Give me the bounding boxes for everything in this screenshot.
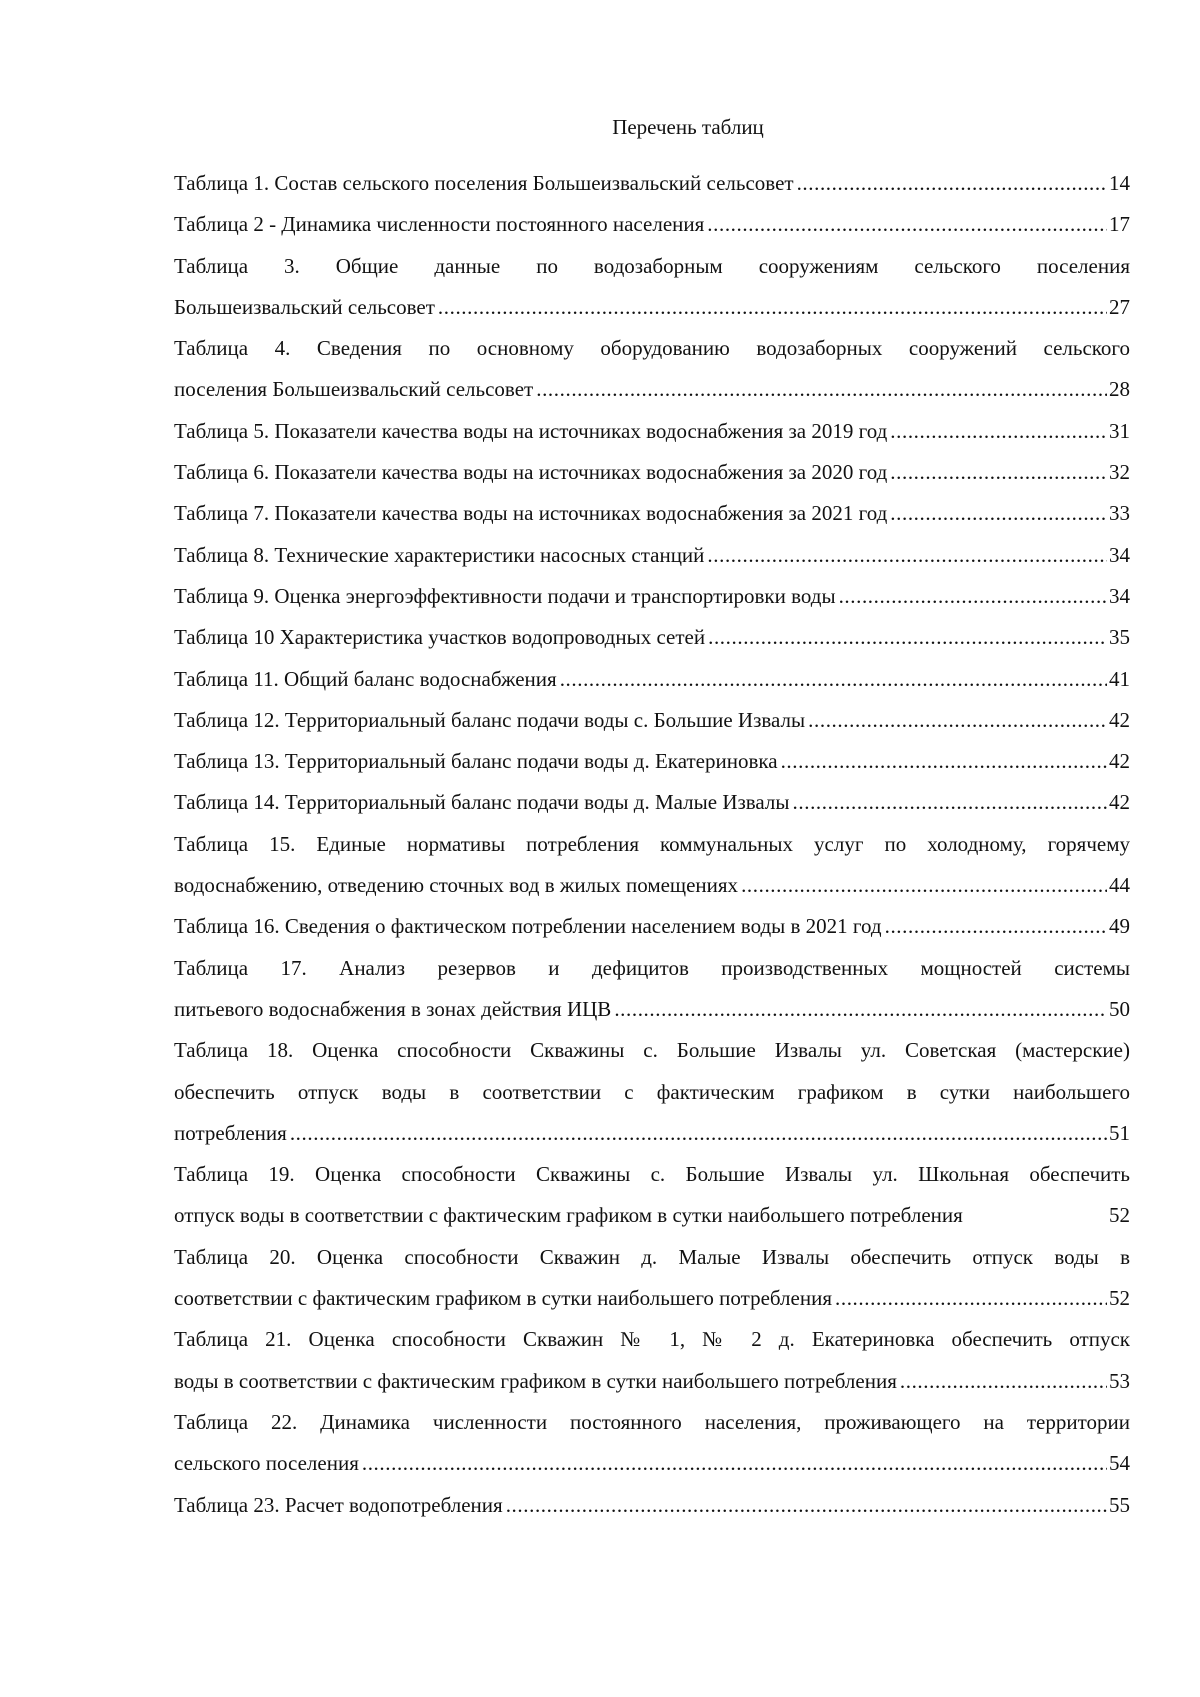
dot-leader	[708, 617, 1107, 658]
toc-entry[interactable]	[174, 659, 1130, 700]
dot-leader	[438, 287, 1107, 328]
toc-entry-line	[174, 989, 1130, 1030]
toc-entry-line: Таблица 18. Оценка способности Скважины с. Большие Извалы ул. Советская (мастерские)	[174, 1038, 1130, 1063]
toc-entry-text: Таблица 14. Территориальный баланс подачи воды д. Малые Извалы	[174, 790, 790, 815]
toc-entry-line	[174, 576, 1130, 617]
table-of-contents	[174, 163, 1130, 1526]
toc-entry[interactable]	[174, 824, 1130, 907]
toc-entry-line	[174, 535, 1130, 576]
toc-page-number: 32	[1109, 460, 1130, 485]
dot-leader	[741, 865, 1107, 906]
toc-entry[interactable]	[174, 452, 1130, 493]
dot-leader	[890, 452, 1107, 493]
toc-page-number: 28	[1109, 377, 1130, 402]
toc-page-number: 53	[1109, 1368, 1130, 1393]
toc-page-number: 49	[1109, 914, 1130, 939]
dot-leader	[707, 204, 1107, 245]
toc-entry-text: Таблица 16. Сведения о фактическом потреблении населением воды в 2021 год	[174, 914, 882, 939]
toc-entry[interactable]	[174, 1030, 1130, 1154]
toc-entry-text: воды в соответствии с фактическим графиком в сутки наибольшего потребления	[174, 1368, 897, 1393]
toc-page-number: 42	[1109, 790, 1130, 815]
toc-entry-line	[174, 1443, 1130, 1484]
dot-leader	[614, 989, 1107, 1030]
toc-entry[interactable]	[174, 1154, 1130, 1237]
toc-entry[interactable]	[174, 328, 1130, 411]
toc-entry-line: Таблица 3. Общие данные по водозаборным сооружениям сельского поселения	[174, 253, 1130, 278]
toc-page-number: 33	[1109, 501, 1130, 526]
toc-entry-line	[174, 1195, 1130, 1236]
toc-entry[interactable]	[174, 948, 1130, 1031]
toc-entry-line: Таблица 20. Оценка способности Скважин д. Малые Извалы обеспечить отпуск воды в	[174, 1244, 1130, 1269]
toc-entry[interactable]	[174, 493, 1130, 534]
toc-page-number: 35	[1109, 625, 1130, 650]
toc-entry-line	[174, 617, 1130, 658]
toc-entry-line	[174, 1278, 1130, 1319]
toc-entry-line	[174, 452, 1130, 493]
toc-page-number: 17	[1109, 212, 1130, 237]
toc-entry-text: Таблица 12. Территориальный баланс подачи воды с. Большие Извалы	[174, 707, 806, 732]
toc-entry-text: питьевого водоснабжения в зонах действия ИЦВ	[174, 996, 612, 1021]
toc-entry-line	[174, 700, 1130, 741]
toc-entry[interactable]	[174, 1485, 1130, 1526]
toc-entry[interactable]	[174, 741, 1130, 782]
toc-entry-line: Таблица 19. Оценка способности Скважины с. Большие Извалы ул. Школьная обеспечить	[174, 1162, 1130, 1187]
toc-page-number: 14	[1109, 171, 1130, 195]
toc-page-number: 27	[1109, 294, 1130, 319]
toc-page-number: 34	[1109, 583, 1130, 608]
toc-entry-line	[174, 411, 1130, 452]
toc-entry[interactable]	[174, 1237, 1130, 1320]
toc-entry-text: сельского поселения	[174, 1451, 359, 1476]
toc-page-number: 52	[1109, 1203, 1130, 1228]
toc-entry[interactable]	[174, 204, 1130, 245]
toc-entry[interactable]	[174, 163, 1130, 204]
toc-entry-line	[174, 865, 1130, 906]
toc-entry-line	[174, 204, 1130, 245]
toc-entry-text: Таблица 8. Технические характеристики насосных станций	[174, 542, 705, 567]
toc-entry[interactable]	[174, 576, 1130, 617]
dot-leader	[362, 1443, 1107, 1484]
toc-page-number: 42	[1109, 749, 1130, 774]
dot-leader	[707, 535, 1107, 576]
toc-entry[interactable]	[174, 782, 1130, 823]
toc-entry-line: обеспечить отпуск воды в соответствии с фактическим графиком в сутки наибольшего	[174, 1079, 1130, 1104]
toc-page-number: 31	[1109, 418, 1130, 443]
toc-entry-line	[174, 1361, 1130, 1402]
toc-entry-line: Таблица 4. Сведения по основному оборудованию водозаборных сооружений сельского	[174, 336, 1130, 361]
toc-entry-line	[174, 493, 1130, 534]
dot-leader	[560, 659, 1107, 700]
toc-entry-line: Таблица 17. Анализ резервов и дефицитов производственных мощностей системы	[174, 955, 1130, 980]
toc-entry-text: Таблица 6. Показатели качества воды на источниках водоснабжения за 2020 год	[174, 460, 888, 485]
dot-leader	[890, 493, 1107, 534]
toc-entry[interactable]	[174, 700, 1130, 741]
toc-entry-text: водоснабжению, отведению сточных вод в жилых помещениях	[174, 873, 739, 898]
toc-entry-text: Таблица 2 - Динамика численности постоянного населения	[174, 212, 705, 237]
toc-page-number: 41	[1109, 666, 1130, 691]
dot-leader	[536, 369, 1107, 410]
toc-entry-line	[174, 1113, 1130, 1154]
dot-leader	[290, 1113, 1107, 1154]
dot-leader	[839, 576, 1107, 617]
toc-entry-line	[174, 369, 1130, 410]
toc-entry-line	[174, 287, 1130, 328]
dot-leader	[793, 782, 1107, 823]
toc-entry-line	[174, 163, 1130, 204]
dot-leader	[885, 906, 1107, 947]
toc-entry-text: соответствии с фактическим графиком в сутки наибольшего потребления	[174, 1286, 832, 1311]
toc-entry-text: Таблица 11. Общий баланс водоснабжения	[174, 666, 557, 691]
dot-leader	[808, 700, 1107, 741]
toc-entry-text: Таблица 10 Характеристика участков водопроводных сетей	[174, 625, 706, 650]
toc-entry-text: поселения Большеизвальский сельсовет	[174, 377, 534, 402]
toc-entry[interactable]	[174, 906, 1130, 947]
toc-entry-line: Таблица 15. Единые нормативы потребления коммунальных услуг по холодному, горячему	[174, 831, 1130, 856]
dot-leader	[506, 1485, 1107, 1526]
dot-leader	[797, 163, 1107, 204]
dot-leader	[900, 1361, 1107, 1402]
toc-page-number: 52	[1109, 1286, 1130, 1311]
toc-page-number: 42	[1109, 707, 1130, 732]
toc-page-number: 51	[1109, 1120, 1130, 1145]
toc-entry-text: Таблица 13. Территориальный баланс подачи воды д. Екатериновка	[174, 749, 778, 774]
toc-entry-text: Таблица 9. Оценка энергоэффективности подачи и транспортировки воды	[174, 583, 836, 608]
page-title: Перечень таблиц	[612, 115, 764, 139]
toc-entry-line	[174, 782, 1130, 823]
toc-entry-text: Таблица 1. Состав сельского поселения Большеизвальский сельсовет	[174, 171, 794, 195]
toc-entry[interactable]	[174, 617, 1130, 658]
toc-entry-text: Большеизвальский сельсовет	[174, 294, 435, 319]
toc-entry-line	[174, 659, 1130, 700]
toc-entry[interactable]	[174, 1319, 1130, 1402]
toc-entry-line: Таблица 22. Динамика численности постоянного населения, проживающего на территории	[174, 1409, 1130, 1434]
dot-leader	[835, 1278, 1107, 1319]
dot-leader	[781, 741, 1107, 782]
toc-entry-text: Таблица 7. Показатели качества воды на источниках водоснабжения за 2021 год	[174, 501, 888, 526]
dot-leader	[890, 411, 1107, 452]
toc-entry-line	[174, 906, 1130, 947]
toc-entry-line: Таблица 21. Оценка способности Скважин № 1, № 2 д. Екатериновка обеспечить отпуск	[174, 1327, 1130, 1352]
toc-entry-line	[174, 741, 1130, 782]
toc-entry[interactable]	[174, 411, 1130, 452]
toc-page-number: 54	[1109, 1451, 1130, 1476]
toc-page-number: 55	[1109, 1492, 1130, 1517]
toc-page-number: 50	[1109, 996, 1130, 1021]
toc-entry[interactable]	[174, 246, 1130, 329]
toc-entry[interactable]	[174, 1402, 1130, 1485]
toc-page-number: 44	[1109, 873, 1130, 898]
toc-entry-text: Таблица 23. Расчет водопотребления	[174, 1492, 503, 1517]
toc-entry-text: отпуск воды в соответствии с фактическим графиком в сутки наибольшего потребления	[174, 1203, 963, 1228]
toc-page-number: 34	[1109, 542, 1130, 567]
toc-entry-text: Таблица 5. Показатели качества воды на источниках водоснабжения за 2019 год	[174, 418, 888, 443]
toc-entry-line	[174, 1485, 1130, 1526]
toc-entry-text: потребления	[174, 1120, 287, 1145]
toc-entry[interactable]	[174, 535, 1130, 576]
